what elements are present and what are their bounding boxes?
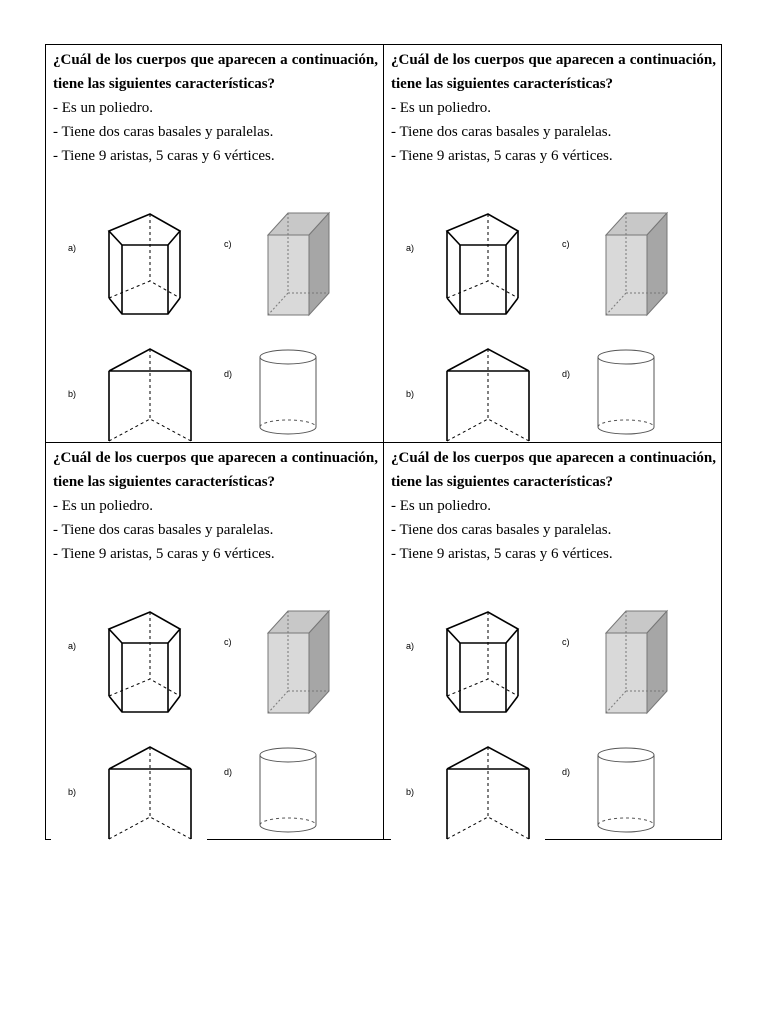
cylinder-icon — [598, 748, 654, 832]
answer-figures — [46, 203, 383, 442]
option-d-label: d) — [562, 767, 571, 777]
worksheet-grid — [45, 44, 722, 840]
option-c-label: c) — [224, 637, 232, 647]
criterion-counts: - Tiene 9 aristas, 5 caras y 6 vértices. — [391, 148, 613, 164]
criterion-bases: - Tiene dos caras basales y paralelas. — [391, 124, 612, 140]
question-card-2 — [383, 44, 722, 442]
option-d[interactable] — [224, 350, 316, 434]
rectangular-prism-icon — [268, 213, 329, 315]
rectangular-prism-icon — [268, 611, 329, 713]
option-b-label: b) — [406, 787, 415, 797]
option-a-label: a) — [406, 641, 415, 651]
option-d-label: d) — [224, 369, 233, 379]
option-a[interactable] — [68, 214, 180, 314]
option-c[interactable] — [224, 213, 329, 315]
criterion-counts: - Tiene 9 aristas, 5 caras y 6 vértices. — [53, 148, 275, 164]
option-d[interactable] — [562, 748, 654, 832]
question-title: ¿Cuál de los cuerpos que aparecen a continuación, tiene las siguientes características? — [391, 52, 716, 92]
triangular-prism-icon — [447, 747, 529, 839]
answer-figures — [46, 601, 383, 840]
pentagonal-prism-icon — [447, 612, 518, 712]
option-d[interactable] — [562, 350, 654, 434]
cylinder-icon — [260, 748, 316, 832]
criterion-bases: - Tiene dos caras basales y paralelas. — [53, 522, 274, 538]
question-text — [391, 48, 716, 168]
bottom-rule-mid — [207, 839, 391, 840]
criterion-bases: - Tiene dos caras basales y paralelas. — [391, 522, 612, 538]
question-card-3 — [45, 442, 383, 840]
option-c[interactable] — [562, 611, 667, 713]
option-d[interactable] — [224, 748, 316, 832]
option-b-label: b) — [68, 389, 77, 399]
criterion-polyhedron: - Es un poliedro. — [391, 498, 491, 514]
rectangular-prism-icon — [606, 213, 667, 315]
option-d-label: d) — [562, 369, 571, 379]
option-a-label: a) — [68, 243, 77, 253]
option-a[interactable] — [68, 612, 180, 712]
answer-figures — [384, 601, 722, 840]
bottom-rule-left — [45, 839, 51, 840]
option-b[interactable] — [406, 747, 529, 839]
pentagonal-prism-icon — [109, 612, 180, 712]
rectangular-prism-icon — [606, 611, 667, 713]
question-title: ¿Cuál de los cuerpos que aparecen a continuación, tiene las siguientes características? — [53, 450, 378, 490]
bottom-rule-right — [545, 839, 722, 840]
question-text — [391, 446, 716, 566]
criterion-bases: - Tiene dos caras basales y paralelas. — [53, 124, 274, 140]
criterion-counts: - Tiene 9 aristas, 5 caras y 6 vértices. — [391, 546, 613, 562]
question-text — [53, 48, 378, 168]
option-a[interactable] — [406, 214, 518, 314]
criterion-polyhedron: - Es un poliedro. — [391, 100, 491, 116]
criterion-polyhedron: - Es un poliedro. — [53, 100, 153, 116]
option-c[interactable] — [224, 611, 329, 713]
question-title: ¿Cuál de los cuerpos que aparecen a continuación, tiene las siguientes características? — [53, 52, 378, 92]
criterion-polyhedron: - Es un poliedro. — [53, 498, 153, 514]
answer-figures — [384, 203, 722, 442]
triangular-prism-icon — [447, 349, 529, 441]
option-a-label: a) — [406, 243, 415, 253]
option-b-label: b) — [68, 787, 77, 797]
question-card-4 — [383, 442, 722, 840]
cylinder-icon — [598, 350, 654, 434]
question-card-1 — [45, 44, 383, 442]
option-c-label: c) — [562, 239, 570, 249]
triangular-prism-icon — [109, 747, 191, 839]
option-d-label: d) — [224, 767, 233, 777]
option-b-label: b) — [406, 389, 415, 399]
option-a-label: a) — [68, 641, 77, 651]
option-b[interactable] — [68, 349, 191, 441]
option-a[interactable] — [406, 612, 518, 712]
option-c[interactable] — [562, 213, 667, 315]
pentagonal-prism-icon — [447, 214, 518, 314]
pentagonal-prism-icon — [109, 214, 180, 314]
question-text — [53, 446, 378, 566]
option-b[interactable] — [68, 747, 191, 839]
cylinder-icon — [260, 350, 316, 434]
triangular-prism-icon — [109, 349, 191, 441]
criterion-counts: - Tiene 9 aristas, 5 caras y 6 vértices. — [53, 546, 275, 562]
option-c-label: c) — [562, 637, 570, 647]
option-c-label: c) — [224, 239, 232, 249]
option-b[interactable] — [406, 349, 529, 441]
question-title: ¿Cuál de los cuerpos que aparecen a continuación, tiene las siguientes características? — [391, 450, 716, 490]
